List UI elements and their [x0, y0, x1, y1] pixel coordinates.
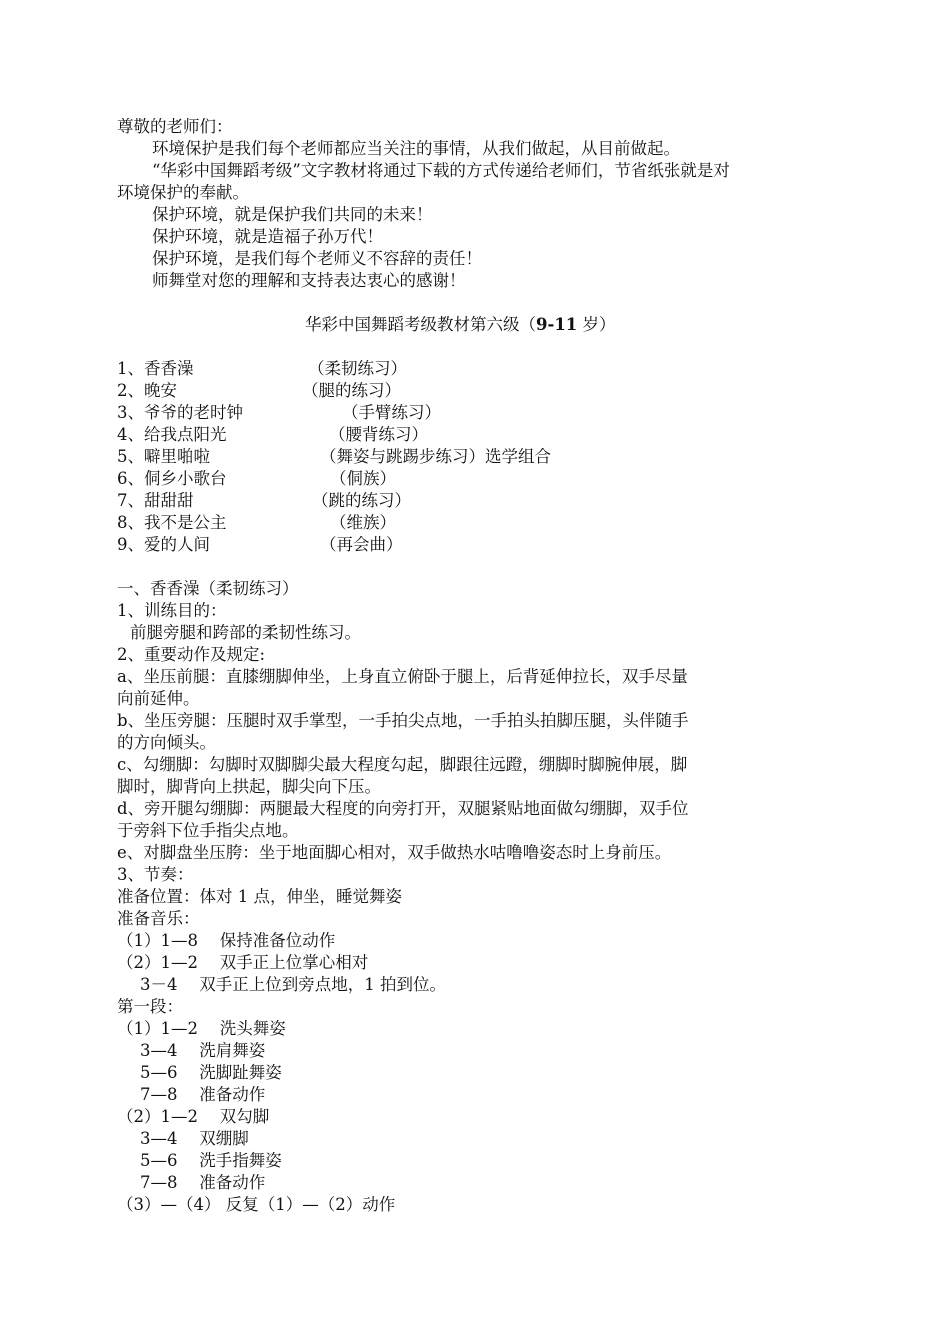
- intro-line-3: 保护环境，就是保护我们共同的未来！: [152, 205, 433, 224]
- ready-music-label: 准备音乐：: [117, 909, 200, 928]
- toc-item-7: 7、甜甜甜: [117, 491, 194, 510]
- intro-paragraph-2-cont: 环境保护的奉献。: [117, 183, 249, 202]
- training-goal-text: 前腿旁腿和跨部的柔韧性练习。: [130, 623, 361, 642]
- step-line-3: 5—6 洗脚趾舞姿: [140, 1063, 282, 1082]
- step-line-4: 7—8 准备动作: [140, 1085, 266, 1104]
- title-suffix: 岁）: [577, 315, 616, 334]
- ready-music-3: 3－4 双手正上位到旁点地，1 拍到位。: [140, 975, 446, 994]
- move-d-line-2: 于旁斜下位手指尖点地。: [117, 821, 299, 840]
- toc-note-3: （手臂练习）: [342, 403, 441, 422]
- step-line-6: 3—4 双绷脚: [140, 1129, 249, 1148]
- move-b-line-1: b、坐压旁腿：压腿时双手掌型，一手拍尖点地，一手拍头拍脚压腿，头伴随手: [117, 711, 689, 730]
- step-line-9: （3）—（4） 反复（1）—（2）动作: [117, 1195, 396, 1214]
- intro-line-4: 保护环境，就是造福子孙万代！: [152, 227, 383, 246]
- move-b-line-2: 的方向倾头。: [117, 733, 216, 752]
- step-line-5: （2）1—2 双勾脚: [117, 1107, 270, 1126]
- key-moves-label: 2、重要动作及规定:: [117, 645, 266, 664]
- training-goal-label: 1、训练目的：: [117, 601, 227, 620]
- toc-note-9: （再会曲）: [320, 535, 403, 554]
- toc-item-2: 2、晚安: [117, 381, 177, 400]
- salutation: 尊敬的老师们：: [117, 117, 233, 136]
- rhythm-label: 3、节奏：: [117, 865, 194, 884]
- toc-note-6: （侗族）: [330, 469, 396, 488]
- move-a-line-2: 向前延伸。: [117, 689, 200, 708]
- ready-position: 准备位置：体对 1 点，伸坐，睡觉舞姿: [117, 887, 402, 906]
- toc-note-2: （腿的练习）: [302, 381, 401, 400]
- toc-note-1: （柔韧练习）: [308, 359, 407, 378]
- step-line-7: 5—6 洗手指舞姿: [140, 1151, 282, 1170]
- move-a-line-1: a、坐压前腿：直膝绷脚伸坐，上身直立俯卧于腿上，后背延伸拉长，双手尽量: [117, 667, 688, 686]
- part-one-label: 第一段：: [117, 997, 183, 1016]
- move-e-line-1: e、对脚盘坐压胯：坐于地面脚心相对，双手做热水咕噜噜姿态时上身前压。: [117, 843, 672, 862]
- step-line-8: 7—8 准备动作: [140, 1173, 266, 1192]
- intro-line-5: 保护环境，是我们每个老师义不容辞的责任！: [152, 249, 482, 268]
- intro-line-6: 师舞堂对您的理解和支持表达衷心的感谢！: [152, 271, 466, 290]
- ready-music-2: （2）1—2 双手正上位掌心相对: [117, 953, 369, 972]
- toc-note-8: （维族）: [330, 513, 396, 532]
- move-c-line-2: 脚时，脚背向上拱起，脚尖向下压。: [117, 777, 381, 796]
- toc-item-8: 8、我不是公主: [117, 513, 227, 532]
- toc-item-9: 9、爱的人间: [117, 535, 210, 554]
- step-line-2: 3—4 洗肩舞姿: [140, 1041, 266, 1060]
- toc-item-6: 6、侗乡小歌台: [117, 469, 227, 488]
- toc-item-3: 3、爷爷的老时钟: [117, 403, 243, 422]
- section-heading: 一、香香澡（柔韧练习）: [117, 579, 299, 598]
- intro-paragraph-2: “华彩中国舞蹈考级”文字教材将通过下载的方式传递给老师们，节省纸张就是对: [152, 161, 730, 180]
- toc-note-7: （跳的练习）: [312, 491, 411, 510]
- document-title: [305, 314, 616, 336]
- toc-item-1: 1、香香澡: [117, 359, 194, 378]
- move-d-line-1: d、旁开腿勾绷脚：两腿最大程度的向旁打开，双腿紧贴地面做勾绷脚，双手位: [117, 799, 689, 818]
- ready-music-1: （1）1—8 保持准备位动作: [117, 931, 336, 950]
- step-line-1: （1）1—2 洗头舞姿: [117, 1019, 286, 1038]
- toc-item-4: 4、给我点阳光: [117, 425, 227, 444]
- toc-item-5: 5、噼里啪啦: [117, 447, 210, 466]
- title-prefix: 华彩中国舞蹈考级教材第六级（: [305, 315, 536, 334]
- toc-note-5: （舞姿与跳踢步练习）选学组合: [320, 447, 551, 466]
- move-c-line-1: c、勾绷脚：勾脚时双脚脚尖最大程度勾起，脚跟往远蹬，绷脚时脚腕伸展，脚: [117, 755, 688, 774]
- title-age: 9-11: [536, 315, 578, 334]
- toc-note-4: （腰背练习）: [329, 425, 428, 444]
- intro-paragraph-1: 环境保护是我们每个老师都应当关注的事情，从我们做起，从目前做起。: [152, 139, 680, 158]
